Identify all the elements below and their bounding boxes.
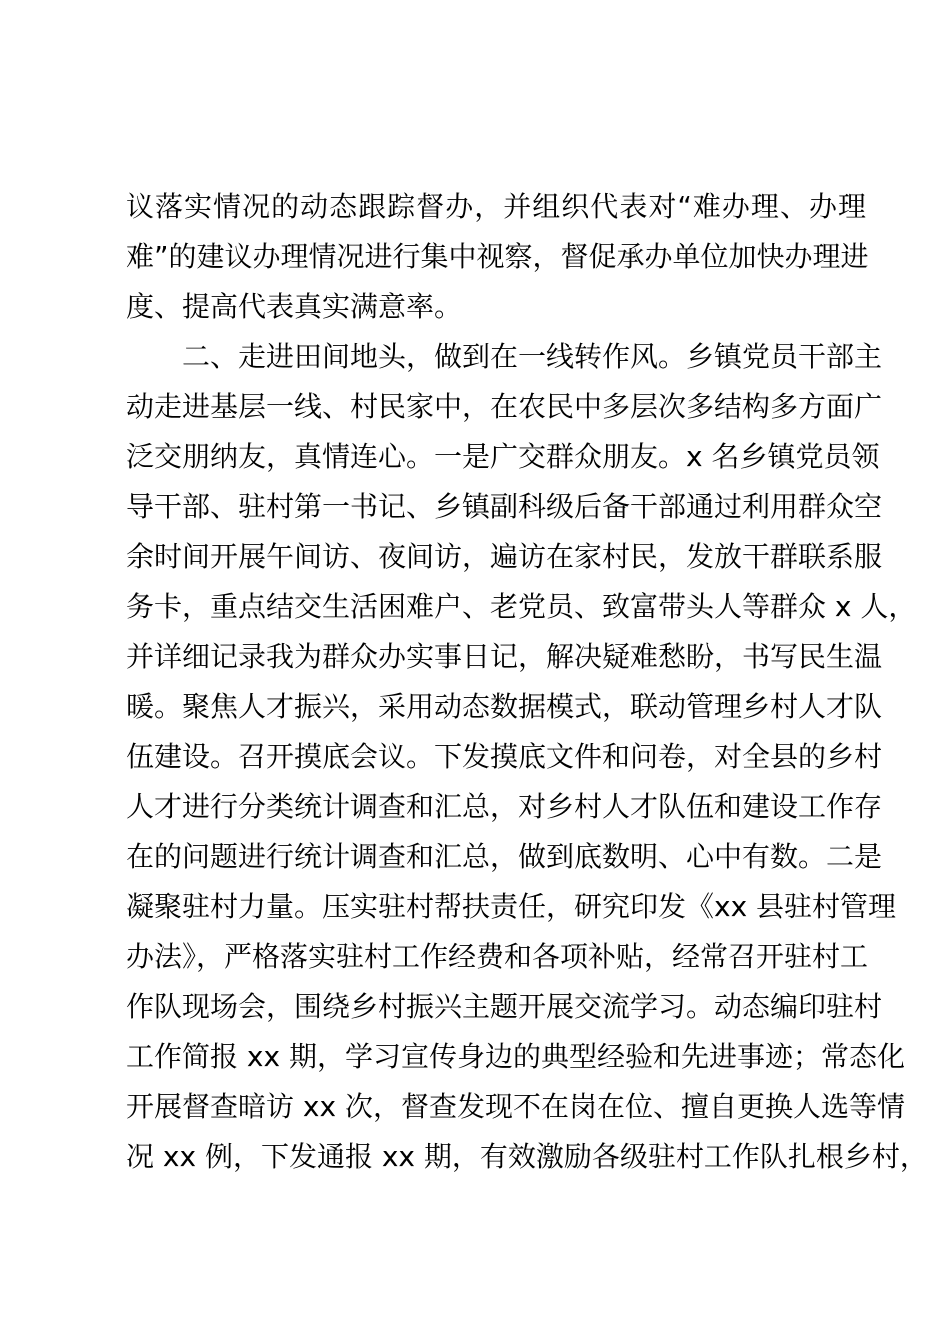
paragraph-line: 余时间开展午间访、夜间访，遍访在家村民，发放干群联系服 <box>126 540 883 573</box>
paragraph-line: 导干部、驻村第一书记、乡镇副科级后备干部通过利用群众空 <box>126 490 883 523</box>
paragraph-line: 暖。聚焦人才振兴，采用动态数据模式，联动管理乡村人才队 <box>126 690 883 723</box>
paragraph-line: 泛交朋纳友，真情连心。一是广交群众朋友。x 名乡镇党员领 <box>126 440 880 473</box>
paragraph-line: 开展督查暗访 xx 次，督查发现不在岗在位、擅自更换人选等情 <box>126 1090 905 1123</box>
paragraph-line: 办法》，严格落实驻村工作经费和各项补贴，经常召开驻村工 <box>126 940 869 973</box>
paragraph-line: 作队现场会，围绕乡村振兴主题开展交流学习。动态编印驻村 <box>126 990 883 1023</box>
paragraph-line: 在的问题进行统计调查和汇总，做到底数明、心中有数。二是 <box>126 840 883 873</box>
paragraph-line: 动走进基层一线、村民家中，在农民中多层次多结构多方面广 <box>126 390 883 423</box>
paragraph-line: 伍建设。召开摸底会议。下发摸底文件和问卷，对全县的乡村 <box>126 740 883 773</box>
paragraph-line: 难”的建议办理情况进行集中视察，督促承办单位加快办理进 <box>126 240 869 273</box>
paragraph-line: 工作简报 xx 期，学习宣传身边的典型经验和先进事迹；常态化 <box>126 1040 905 1073</box>
paragraph-line: 务卡，重点结交生活困难户、老党员、致富带头人等群众 x 人， <box>126 590 917 623</box>
paragraph-line: 议落实情况的动态跟踪督办，并组织代表对“难办理、办理 <box>126 190 866 223</box>
document-body <box>126 182 928 1182</box>
paragraph-line: 并详细记录我为群众办实事日记，解决疑难愁盼，书写民生温 <box>126 640 883 673</box>
paragraph-line: 凝聚驻村力量。压实驻村帮扶责任，研究印发《xx 县驻村管理 <box>126 890 897 923</box>
paragraph-line: 度、提高代表真实满意率。 <box>126 290 463 323</box>
paragraph-line: 况 xx 例，下发通报 xx 期，有效激励各级驻村工作队扎根乡村， <box>126 1140 928 1173</box>
paragraph-line: 二、走进田间地头，做到在一线转作风。乡镇党员干部主 <box>182 340 883 373</box>
paragraph-line: 人才进行分类统计调查和汇总，对乡村人才队伍和建设工作存 <box>126 790 883 823</box>
paragraph-2 <box>126 332 928 1182</box>
paragraph-1 <box>126 182 869 332</box>
